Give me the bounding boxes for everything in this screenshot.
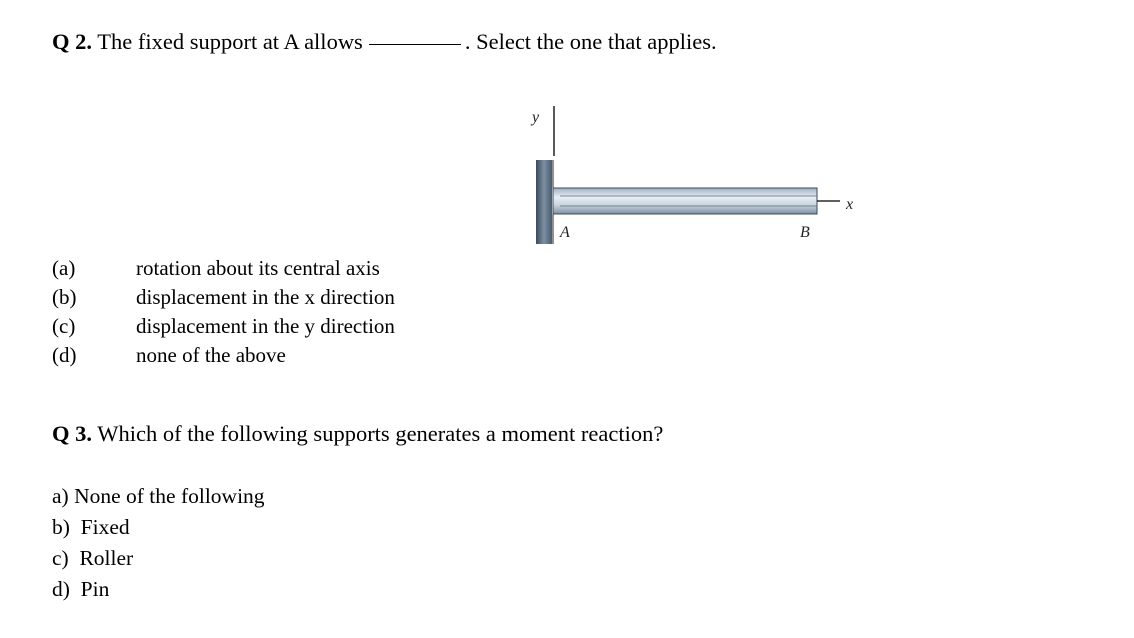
list-item — [52, 512, 265, 543]
beam — [553, 188, 817, 214]
question-2-prompt — [52, 26, 717, 58]
point-b-label: B — [800, 224, 810, 241]
x-axis-label: x — [846, 196, 854, 213]
option-letter: (d) — [52, 343, 77, 367]
question-2-number: Q 2. — [52, 29, 93, 54]
option-text: Fixed — [80, 515, 130, 539]
list-item — [52, 574, 265, 605]
fixed-support-wall — [536, 160, 552, 244]
answer-blank — [369, 43, 461, 45]
point-a-label: A — [560, 224, 570, 241]
option-letter: (a) — [52, 256, 76, 280]
option-text: Roller — [79, 546, 134, 570]
question-2-text-after: . Select the one that applies. — [464, 29, 717, 54]
option-letter: d) — [52, 577, 70, 601]
option-text: displacement in the y direction — [136, 314, 395, 338]
question-3-prompt — [52, 419, 663, 449]
option-text: displacement in the x direction — [136, 285, 395, 309]
question-2-option-letters — [52, 254, 77, 370]
option-letter: (c) — [52, 314, 76, 338]
option-letter: a) — [52, 484, 69, 508]
option-text: none of the above — [136, 343, 286, 367]
option-text: rotation about its central axis — [136, 256, 380, 280]
option-text: None of the following — [74, 484, 265, 508]
list-item — [52, 481, 265, 512]
question-3-number: Q 3. — [52, 421, 93, 446]
y-axis-label: y — [532, 109, 540, 126]
list-item — [52, 543, 265, 574]
question-3-text: Which of the following supports generates a moment reaction? — [97, 421, 664, 446]
option-letter: (b) — [52, 285, 77, 309]
option-letter: c) — [52, 546, 69, 570]
question-2-text-before: The fixed support at A allows — [97, 29, 363, 54]
cantilever-beam-figure — [520, 96, 880, 256]
question-3-options — [52, 481, 265, 605]
question-2-option-texts — [136, 254, 395, 370]
option-letter: b) — [52, 515, 70, 539]
option-text: Pin — [80, 577, 110, 601]
